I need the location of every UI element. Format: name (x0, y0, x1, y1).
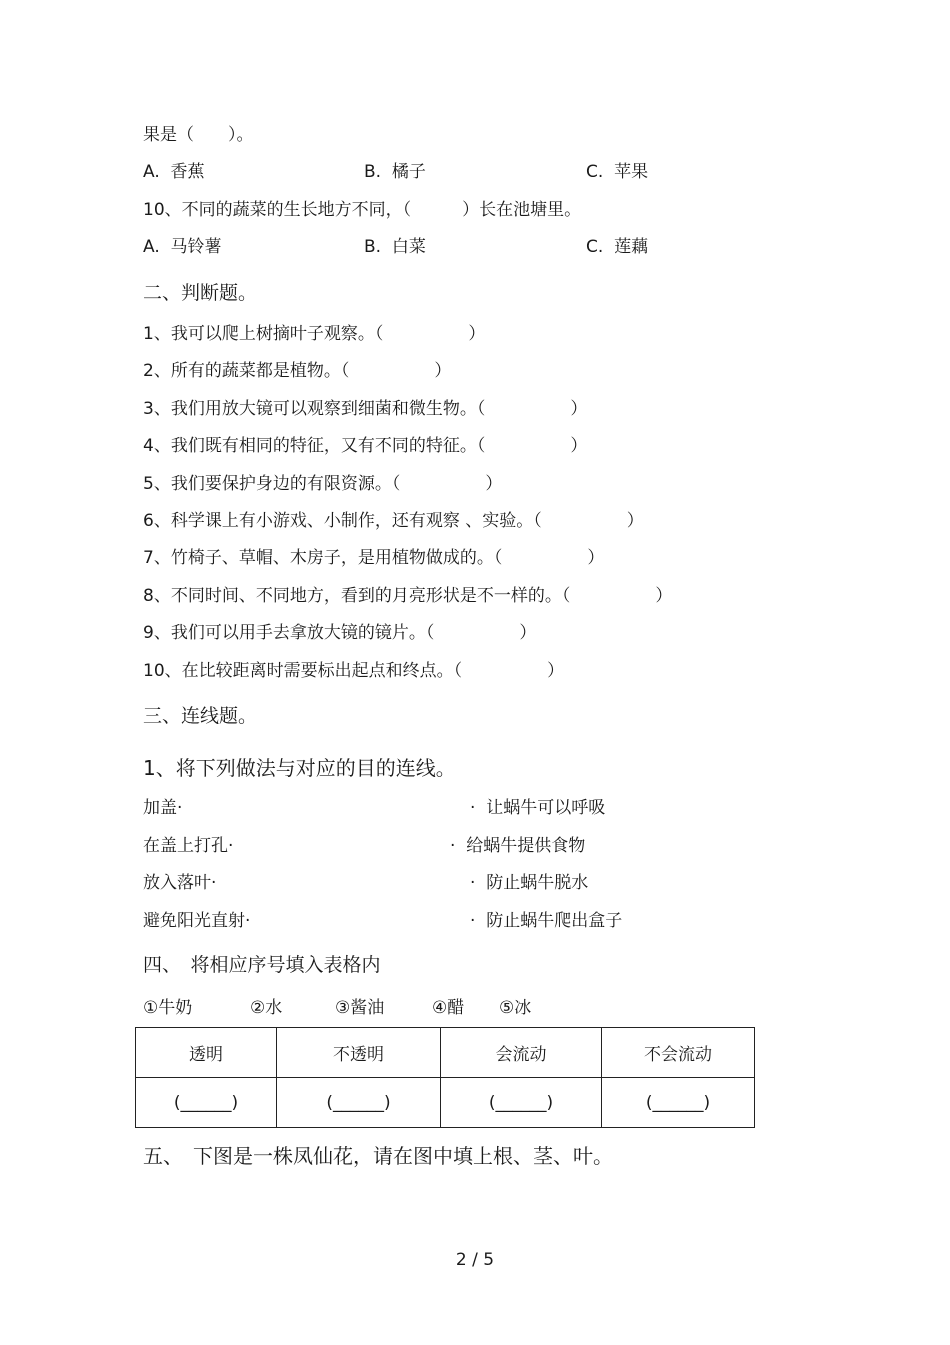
match-left-item: 加盖· (143, 798, 183, 818)
match-left-item: 在盖上打孔· (143, 836, 234, 856)
page-number: 2 / 5 (455, 1250, 495, 1270)
q9-option-c: C. 苹果 (586, 162, 649, 182)
classification-table (135, 1027, 755, 1128)
item-label: ⑤冰 (499, 998, 532, 1018)
match-right-item: · 防止蜗牛爬出盒子 (470, 911, 623, 931)
table-blank-cell[interactable]: (______) (441, 1078, 602, 1128)
section3-question: 1、将下列做法与对应的目的连线。 (143, 756, 456, 780)
q10-option-c: C. 莲藕 (586, 237, 649, 257)
q9-option-a: A. 香蕉 (143, 162, 205, 182)
match-right-item: · 让蜗牛可以呼吸 (470, 798, 606, 818)
q10-option-a: A. 马铃薯 (143, 237, 222, 257)
table-row (136, 1078, 755, 1128)
section4-title: 四、 将相应序号填入表格内 (143, 954, 381, 976)
table-header-cell: 不透明 (277, 1028, 441, 1078)
table-blank-cell[interactable]: (______) (277, 1078, 441, 1128)
section5-title: 五、 下图是一株凤仙花，请在图中填上根、茎、叶。 (143, 1144, 613, 1168)
section3-title: 三、连线题。 (143, 705, 258, 727)
judgment-item: 8、不同时间、不同地方，看到的月亮形状是不一样的。（ ） (143, 586, 673, 606)
match-right-item: · 给蜗牛提供食物 (450, 836, 586, 856)
table-header-cell: 不会流动 (602, 1028, 755, 1078)
table-header-cell: 透明 (136, 1028, 277, 1078)
q10-option-b: B. 白菜 (364, 237, 426, 257)
section2-title: 二、判断题。 (143, 282, 258, 304)
judgment-item: 7、竹椅子、草帽、木房子，是用植物做成的。（ ） (143, 548, 605, 568)
table-blank-cell[interactable]: (______) (602, 1078, 755, 1128)
item-label: ③酱油 (335, 998, 385, 1018)
table-header-row (136, 1028, 755, 1078)
item-label: ②水 (250, 998, 283, 1018)
judgment-item: 9、我们可以用手去拿放大镜的镜片。（ ） (143, 623, 537, 643)
q10-text: 10、不同的蔬菜的生长地方不同，（ ）长在池塘里。 (143, 200, 582, 220)
judgment-item: 3、我们用放大镜可以观察到细菌和微生物。（ ） (143, 399, 588, 419)
judgment-item: 2、所有的蔬菜都是植物。（ ） (143, 361, 452, 381)
judgment-item: 4、我们既有相同的特征，又有不同的特征。（ ） (143, 436, 588, 456)
q9-tail: 果是（ ）。 (143, 125, 254, 145)
q9-option-b: B. 橘子 (364, 162, 426, 182)
judgment-item: 5、我们要保护身边的有限资源。（ ） (143, 474, 503, 494)
judgment-item: 10、在比较距离时需要标出起点和终点。（ ） (143, 661, 565, 681)
item-label: ①牛奶 (143, 998, 193, 1018)
judgment-item: 1、我可以爬上树摘叶子观察。（ ） (143, 324, 486, 344)
judgment-item: 6、科学课上有小游戏、小制作，还有观察 、实验。（ ） (143, 511, 644, 531)
match-left-item: 放入落叶· (143, 873, 217, 893)
table-header-cell: 会流动 (441, 1028, 602, 1078)
match-right-item: · 防止蜗牛脱水 (470, 873, 589, 893)
item-label: ④醋 (432, 998, 465, 1018)
table-blank-cell[interactable]: (______) (136, 1078, 277, 1128)
match-left-item: 避免阳光直射· (143, 911, 251, 931)
